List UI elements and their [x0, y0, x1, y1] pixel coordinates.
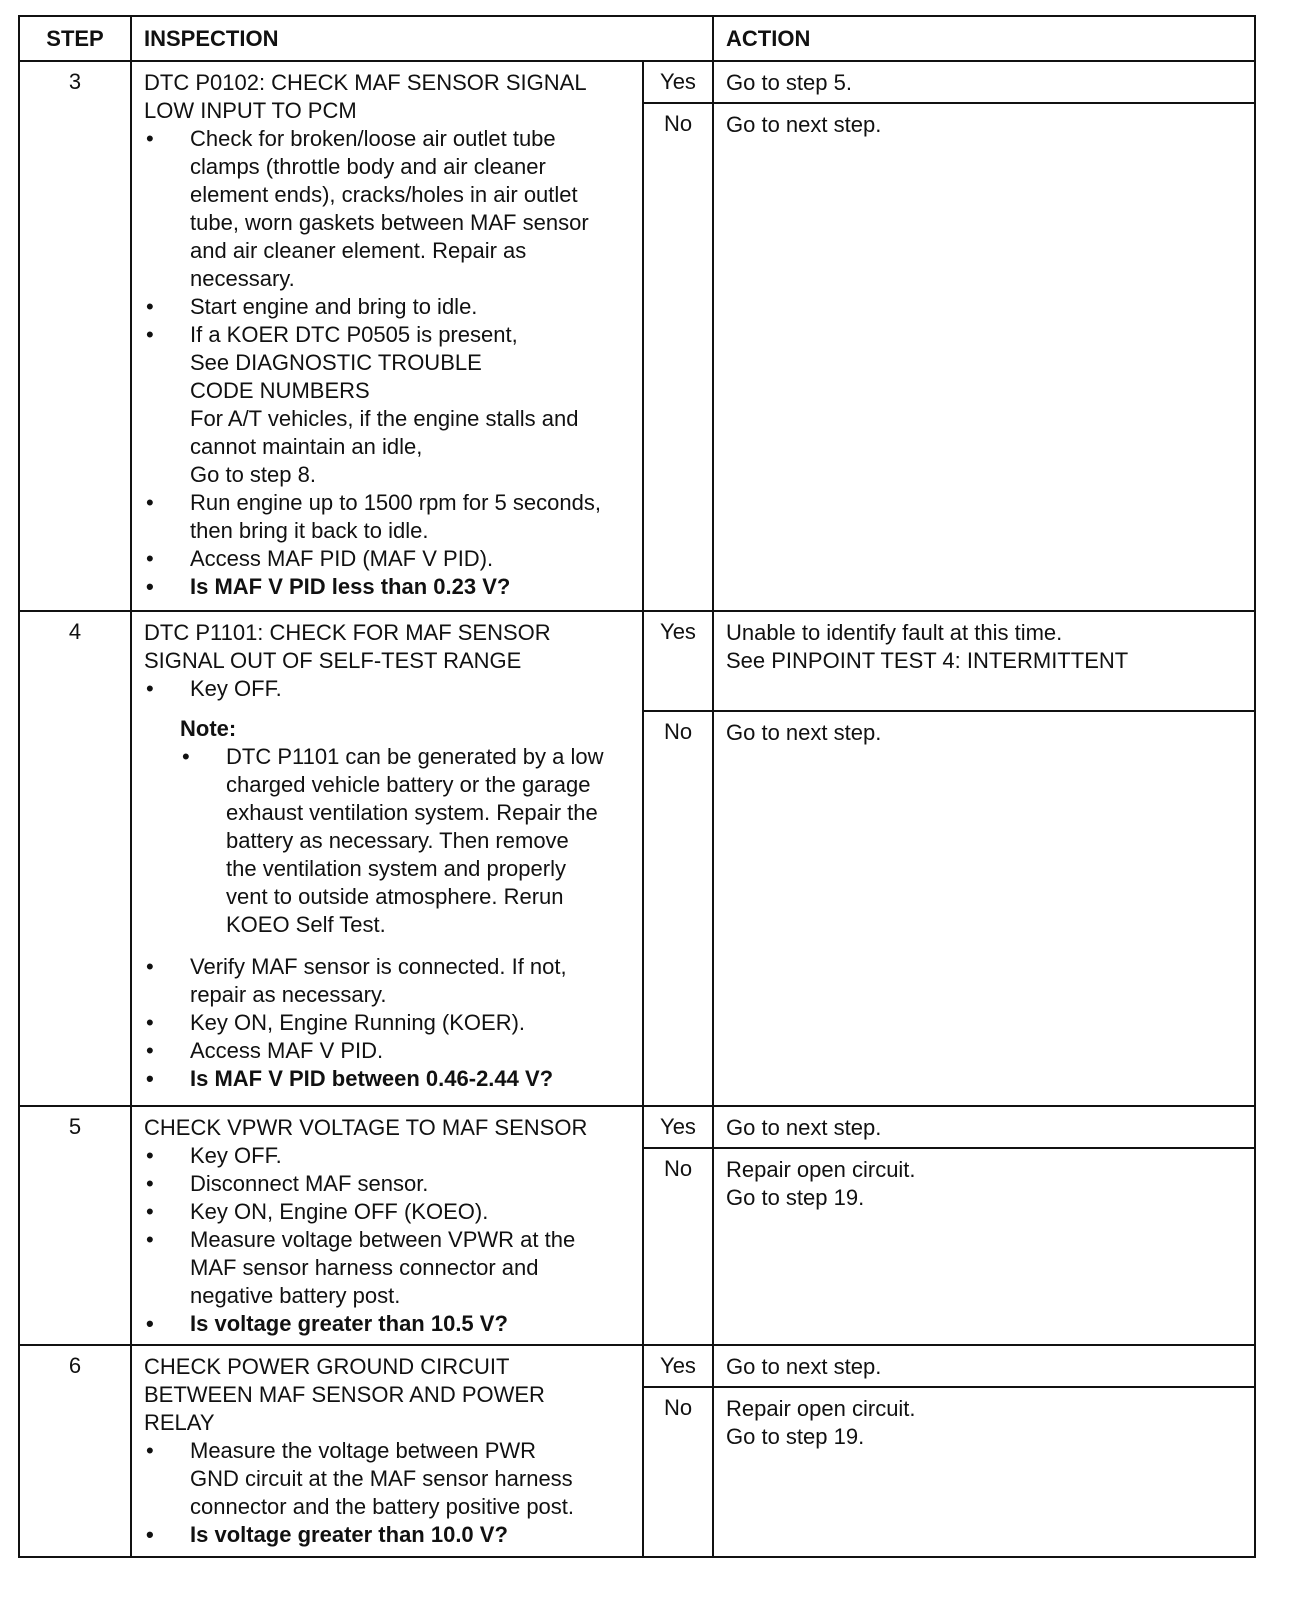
no-label: No — [644, 712, 714, 1105]
no-action: Go to next step. — [726, 720, 882, 745]
inspection-question — [144, 1065, 636, 1093]
bullet-icon: • — [146, 954, 154, 979]
inspection-bullet — [144, 1437, 636, 1521]
bullet-text: Start engine and bring to idle. — [190, 294, 478, 319]
bullet-icon: • — [146, 676, 154, 701]
bullet-text: Is MAF V PID less than 0.23 V? — [190, 574, 511, 599]
bullet-icon: • — [146, 490, 154, 515]
inspection-cell — [132, 1346, 644, 1556]
bullet-icon: • — [146, 322, 154, 347]
yes-label: Yes — [644, 612, 714, 710]
bullet-text: Is voltage greater than 10.0 V? — [190, 1522, 508, 1547]
no-branch — [644, 104, 1254, 610]
bullet-icon: • — [146, 1227, 154, 1252]
step-number: 6 — [20, 1346, 132, 1556]
no-action: Go to next step. — [726, 112, 882, 137]
no-action: Repair open circuit. Go to step 19. — [726, 1157, 916, 1210]
bullet-text: Check for broken/loose air outlet tube clamps (throttle body and air cleaner element ends), cracks/holes in air outlet tube, worn gaskets between MAF sensor and air cleaner element. Repair as necessary. — [190, 126, 589, 291]
bullet-text: Disconnect MAF sensor. — [190, 1171, 429, 1196]
inspection-bullet — [144, 545, 636, 573]
inspection-bullet — [144, 675, 636, 703]
yes-label: Yes — [644, 1346, 714, 1386]
table-row — [20, 1346, 1254, 1556]
note-bullet — [180, 743, 636, 939]
no-branch — [644, 1388, 1254, 1556]
yes-branch — [644, 1107, 1254, 1149]
inspection-cell — [132, 1107, 644, 1344]
inspection-title: CHECK POWER GROUND CIRCUIT BETWEEN MAF SENSOR AND POWER RELAY — [144, 1354, 545, 1435]
inspection-title: CHECK VPWR VOLTAGE TO MAF SENSOR — [144, 1115, 588, 1140]
inspection-title: DTC P0102: CHECK MAF SENSOR SIGNAL LOW INPUT TO PCM — [144, 70, 587, 123]
bullet-icon: • — [146, 1311, 154, 1336]
bullet-text: Access MAF PID (MAF V PID). — [190, 546, 494, 571]
inspection-bullet — [144, 1142, 636, 1170]
note-label: Note: — [180, 716, 237, 741]
inspection-cell — [132, 612, 644, 1105]
bullet-text: Is MAF V PID between 0.46-2.44 V? — [190, 1066, 554, 1091]
inspection-bullet — [144, 125, 636, 293]
inspection-title: DTC P1101: CHECK FOR MAF SENSOR SIGNAL OUT OF SELF-TEST RANGE — [144, 620, 551, 673]
note-text: DTC P1101 can be generated by a low charged vehicle battery or the garage exhaust ventilation system. Repair the battery as necessary. Then remove the ventilation system and properly vent to outside atmosphere. Rerun KOEO Self Test. — [226, 744, 604, 937]
yes-action: Unable to identify fault at this time. See PINPOINT TEST 4: INTERMITTENT — [726, 620, 1129, 673]
inspection-bullet — [144, 953, 636, 1009]
bullet-text: Measure voltage between VPWR at the MAF sensor harness connector and negative battery post. — [190, 1227, 576, 1308]
yes-branch — [644, 1346, 1254, 1388]
bullet-text: Key OFF. — [190, 1143, 282, 1168]
inspection-question — [144, 1310, 636, 1338]
bullet-text: Key OFF. — [190, 676, 282, 701]
inspection-bullet — [144, 293, 636, 321]
no-branch — [644, 712, 1254, 1105]
table-header — [20, 17, 1254, 62]
yes-label: Yes — [644, 1107, 714, 1147]
inspection-bullet — [144, 1226, 636, 1310]
note-block — [144, 715, 636, 939]
bullet-icon: • — [146, 546, 154, 571]
yes-action: Go to step 5. — [726, 70, 852, 95]
no-label: No — [644, 104, 714, 610]
inspection-bullet — [144, 489, 636, 545]
bullet-text: Is voltage greater than 10.5 V? — [190, 1311, 508, 1336]
bullet-text: Key ON, Engine Running (KOER). — [190, 1010, 526, 1035]
yes-branch — [644, 62, 1254, 104]
step-number: 3 — [20, 62, 132, 610]
bullet-icon: • — [146, 1438, 154, 1463]
header-step: STEP — [20, 17, 132, 60]
inspection-bullet — [144, 1009, 636, 1037]
table-row — [20, 62, 1254, 612]
bullet-icon: • — [146, 1143, 154, 1168]
bullet-icon: • — [146, 294, 154, 319]
bullet-icon: • — [146, 126, 154, 151]
inspection-question — [144, 1521, 636, 1549]
bullet-text: Access MAF V PID. — [190, 1038, 384, 1063]
table-row — [20, 612, 1254, 1107]
action-cell — [644, 612, 1254, 1105]
action-cell — [644, 62, 1254, 610]
bullet-icon: • — [146, 1066, 154, 1091]
bullet-text: Verify MAF sensor is connected. If not, repair as necessary. — [190, 954, 567, 1007]
bullet-icon: • — [146, 1199, 154, 1224]
yes-branch — [644, 612, 1254, 712]
bullet-icon: • — [146, 1038, 154, 1063]
inspection-bullet — [144, 1198, 636, 1226]
yes-action: Go to next step. — [726, 1354, 882, 1379]
bullet-text: Measure the voltage between PWR GND circuit at the MAF sensor harness connector and the battery positive post. — [190, 1438, 575, 1519]
inspection-question — [144, 573, 636, 601]
inspection-bullet — [144, 1170, 636, 1198]
bullet-icon: • — [182, 744, 190, 769]
inspection-bullet — [144, 321, 636, 489]
bullet-icon: • — [146, 1010, 154, 1035]
no-label: No — [644, 1388, 714, 1556]
bullet-text: Run engine up to 1500 rpm for 5 seconds, then bring it back to idle. — [190, 490, 601, 543]
diagnostic-table — [18, 15, 1256, 1558]
header-action: ACTION — [726, 26, 811, 51]
header-inspection: INSPECTION — [132, 17, 714, 60]
step-number: 4 — [20, 612, 132, 1105]
bullet-icon: • — [146, 1522, 154, 1547]
step-number: 5 — [20, 1107, 132, 1344]
inspection-cell — [132, 62, 644, 610]
bullet-text: Key ON, Engine OFF (KOEO). — [190, 1199, 489, 1224]
action-cell — [644, 1346, 1254, 1556]
no-action: Repair open circuit. Go to step 19. — [726, 1396, 916, 1449]
table-row — [20, 1107, 1254, 1346]
bullet-icon: • — [146, 574, 154, 599]
bullet-icon: • — [146, 1171, 154, 1196]
yes-action: Go to next step. — [726, 1115, 882, 1140]
bullet-text: If a KOER DTC P0505 is present, See DIAGNOSTIC TROUBLE CODE NUMBERS For A/T vehicles, if the engine stalls and cannot maintain an idle, Go to step 8. — [190, 322, 579, 487]
no-branch — [644, 1149, 1254, 1344]
inspection-bullet — [144, 1037, 636, 1065]
action-cell — [644, 1107, 1254, 1344]
no-label: No — [644, 1149, 714, 1344]
yes-label: Yes — [644, 62, 714, 102]
